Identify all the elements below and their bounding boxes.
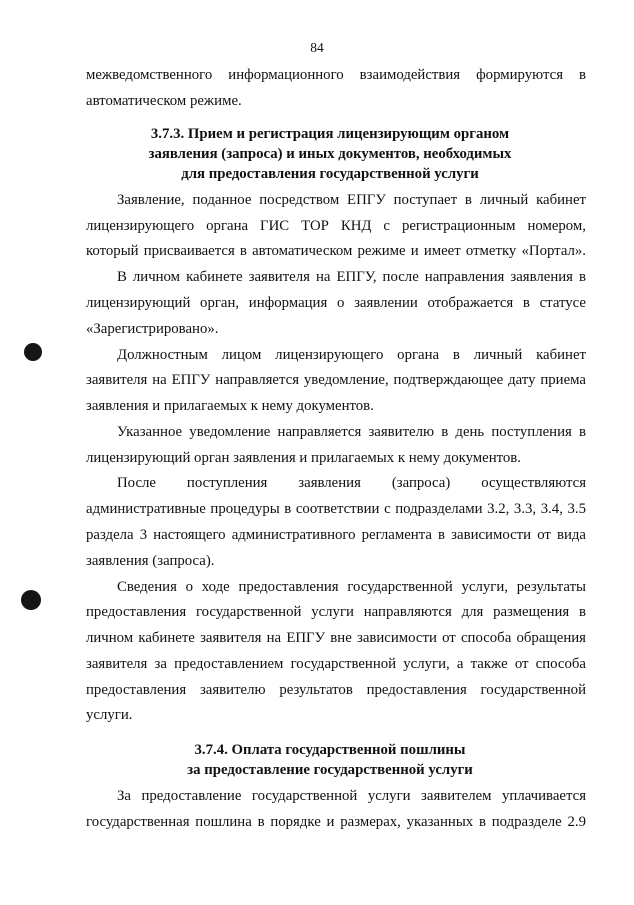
text-line: государственная пошлина в порядке и размерах, указанных в подразделе 2.9: [86, 814, 586, 830]
text-line: предоставления государственной услуги направляются для размещения в: [86, 604, 586, 620]
text-line: В личном кабинете заявителя на ЕПГУ, после направления заявления в: [117, 269, 586, 285]
text-line: раздела 3 настоящего административного регламента в зависимости от вида: [86, 527, 586, 543]
text-line: заявителя на ЕПГУ направляется уведомление, подтверждающее дату приема: [86, 372, 586, 388]
section-heading: заявления (запроса) и иных документов, необходимых: [148, 146, 512, 162]
text-line: Сведения о ходе предоставления государственной услуги, результаты: [117, 579, 586, 595]
text-line: личном кабинете заявителя на ЕПГУ вне зависимости от способа обращения: [86, 630, 586, 646]
text-line: услуги.: [86, 707, 133, 723]
text-line: лицензирующий орган заявления и прилагаемых к нему документов.: [86, 450, 521, 466]
text-line: После поступления заявления (запроса) осуществляются: [117, 475, 586, 491]
text-line: который присваивается в автоматическом режиме и имеет отметку «Портал».: [86, 243, 586, 259]
text-line: лицензирующего органа ГИС ТОР КНД с регистрационным номером,: [86, 218, 586, 234]
text-line: заявителя за предоставлением государственной услуги, а также от способа: [86, 656, 586, 672]
text-line: За предоставление государственной услуги заявителем уплачивается: [117, 788, 586, 804]
text-line: Должностным лицом лицензирующего органа в личный кабинет: [117, 347, 586, 363]
text-line: предоставления заявителю результатов предоставления государственной: [86, 682, 586, 698]
section-heading: 3.7.4. Оплата государственной пошлины: [194, 742, 466, 758]
text-line: заявления (запроса).: [86, 553, 215, 569]
text-line: административные процедуры в соответствии с подразделами 3.2, 3.3, 3.4, 3.5: [86, 501, 586, 517]
punch-hole: [24, 343, 42, 361]
text-line: Заявление, поданное посредством ЕПГУ поступает в личный кабинет: [117, 192, 586, 208]
page-number: 84: [310, 40, 324, 55]
section-heading: для предоставления государственной услуги: [181, 166, 479, 182]
section-heading: 3.7.3. Прием и регистрация лицензирующим органом: [150, 126, 510, 142]
text-line: лицензирующий орган, информация о заявлении отображается в статусе: [86, 295, 586, 311]
text-line: межведомственного информационного взаимодействия формируются в: [86, 67, 586, 83]
punch-hole: [21, 590, 41, 610]
text-line: автоматическом режиме.: [86, 93, 242, 109]
text-line: Указанное уведомление направляется заявителю в день поступления в: [117, 424, 586, 440]
text-line: «Зарегистрировано».: [86, 321, 219, 337]
text-line: заявления и прилагаемых к нему документов.: [86, 398, 374, 414]
section-heading: за предоставление государственной услуги: [187, 762, 473, 778]
